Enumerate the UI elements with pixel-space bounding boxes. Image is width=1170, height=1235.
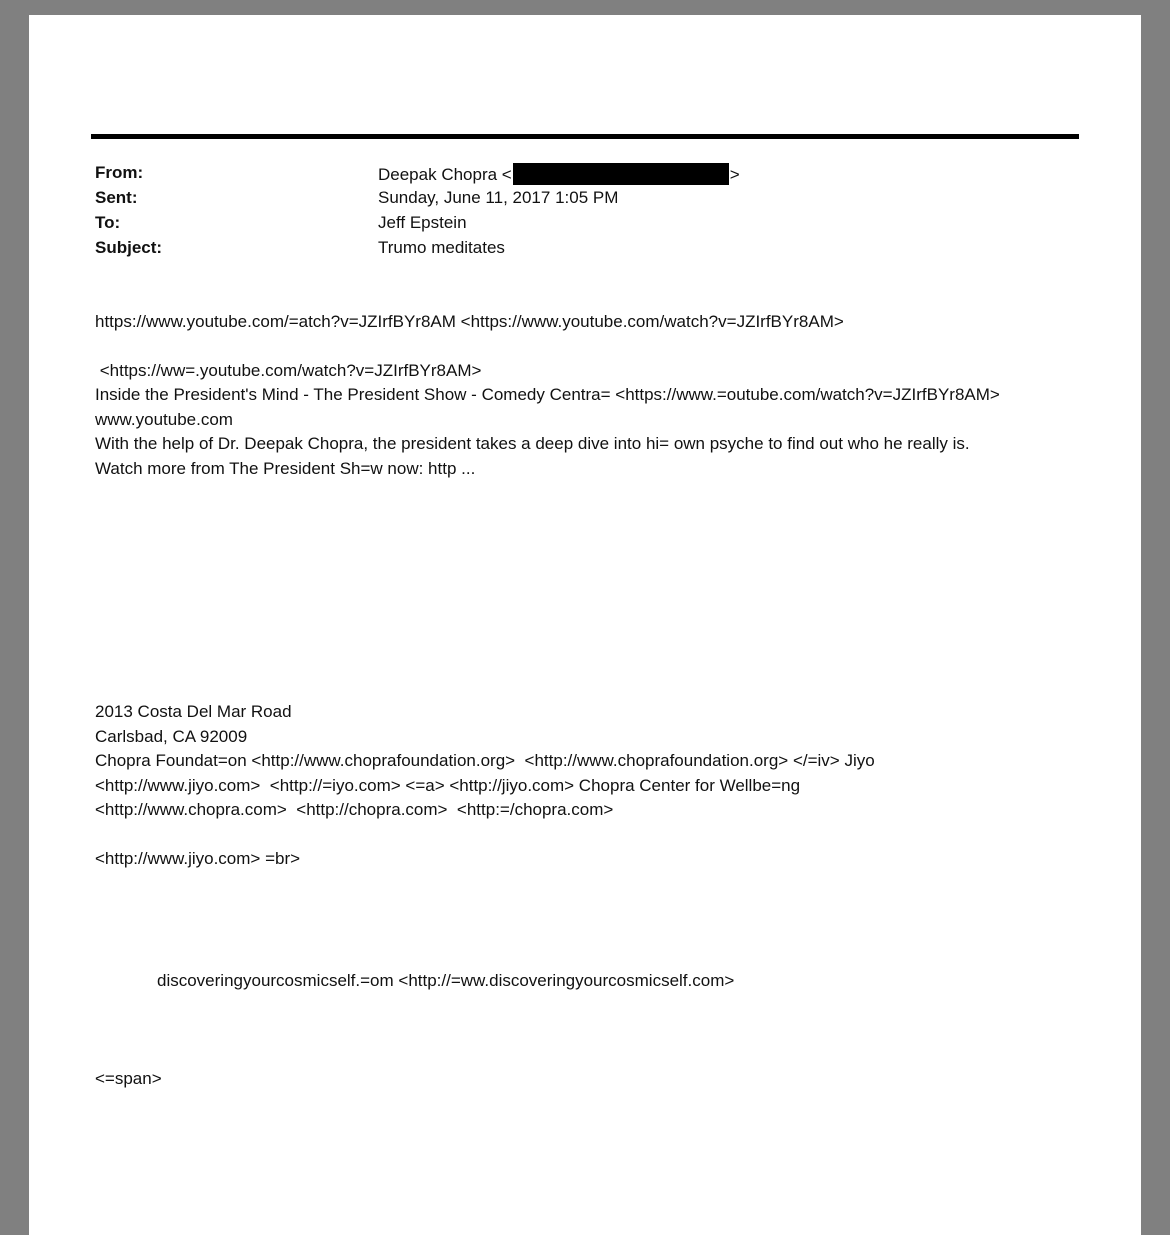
signature-line-8: <=span> (95, 1069, 162, 1088)
signature-line-6: <http://www.jiyo.com> =br> (95, 849, 301, 868)
body-line-3: Inside the President's Mind - The President Show - Comedy Centra= <https://www.=outube.com/watch?v=JZIrfBYr8AM> (95, 385, 1000, 404)
to-label: To: (95, 213, 121, 232)
signature-address-line: 2013 Costa Del Mar Road (95, 702, 292, 721)
subject-value: Trumo meditates (378, 238, 505, 257)
body-line-4: www.youtube.com (95, 410, 233, 429)
from-close: > (729, 165, 740, 184)
signature-line-7: discoveringyourcosmicself.=om <http://=ww.discoveringyourcosmicself.com> (157, 971, 735, 990)
from-value (378, 163, 740, 185)
document-page (29, 15, 1141, 1235)
sent-label: Sent: (95, 188, 138, 207)
from-label: From: (95, 163, 144, 182)
signature-city-line: Carlsbad, CA 92009 (95, 727, 248, 746)
signature-line-4: <http://www.jiyo.com> <http://=iyo.com> <=a> <http://jiyo.com> Chopra Center for Wellbe=ng (95, 776, 801, 795)
signature-line-3: Chopra Foundat=on <http://www.choprafoundation.org> <http://www.choprafoundation.org> </=iv> Jiyo (95, 751, 875, 770)
redaction-box (513, 163, 729, 185)
subject-label: Subject: (95, 238, 163, 257)
to-value: Jeff Epstein (378, 213, 467, 232)
from-name: Deepak Chopra < (378, 165, 512, 184)
body-line-2: <https://ww=.youtube.com/watch?v=JZIrfBYr8AM> (95, 361, 482, 380)
signature-line-5: <http://www.chopra.com> <http://chopra.com> <http:=/chopra.com> (95, 800, 614, 819)
body-line-1: https://www.youtube.com/=atch?v=JZIrfBYr8AM <https://www.youtube.com/watch?v=JZIrfBYr8AM> (95, 312, 844, 331)
body-line-6: Watch more from The President Sh=w now: http ... (95, 459, 476, 478)
body-line-5: With the help of Dr. Deepak Chopra, the president takes a deep dive into hi= own psyche to find out who he really is. (95, 434, 970, 453)
sent-value: Sunday, June 11, 2017 1:05 PM (378, 188, 619, 207)
header-rule (91, 134, 1079, 139)
